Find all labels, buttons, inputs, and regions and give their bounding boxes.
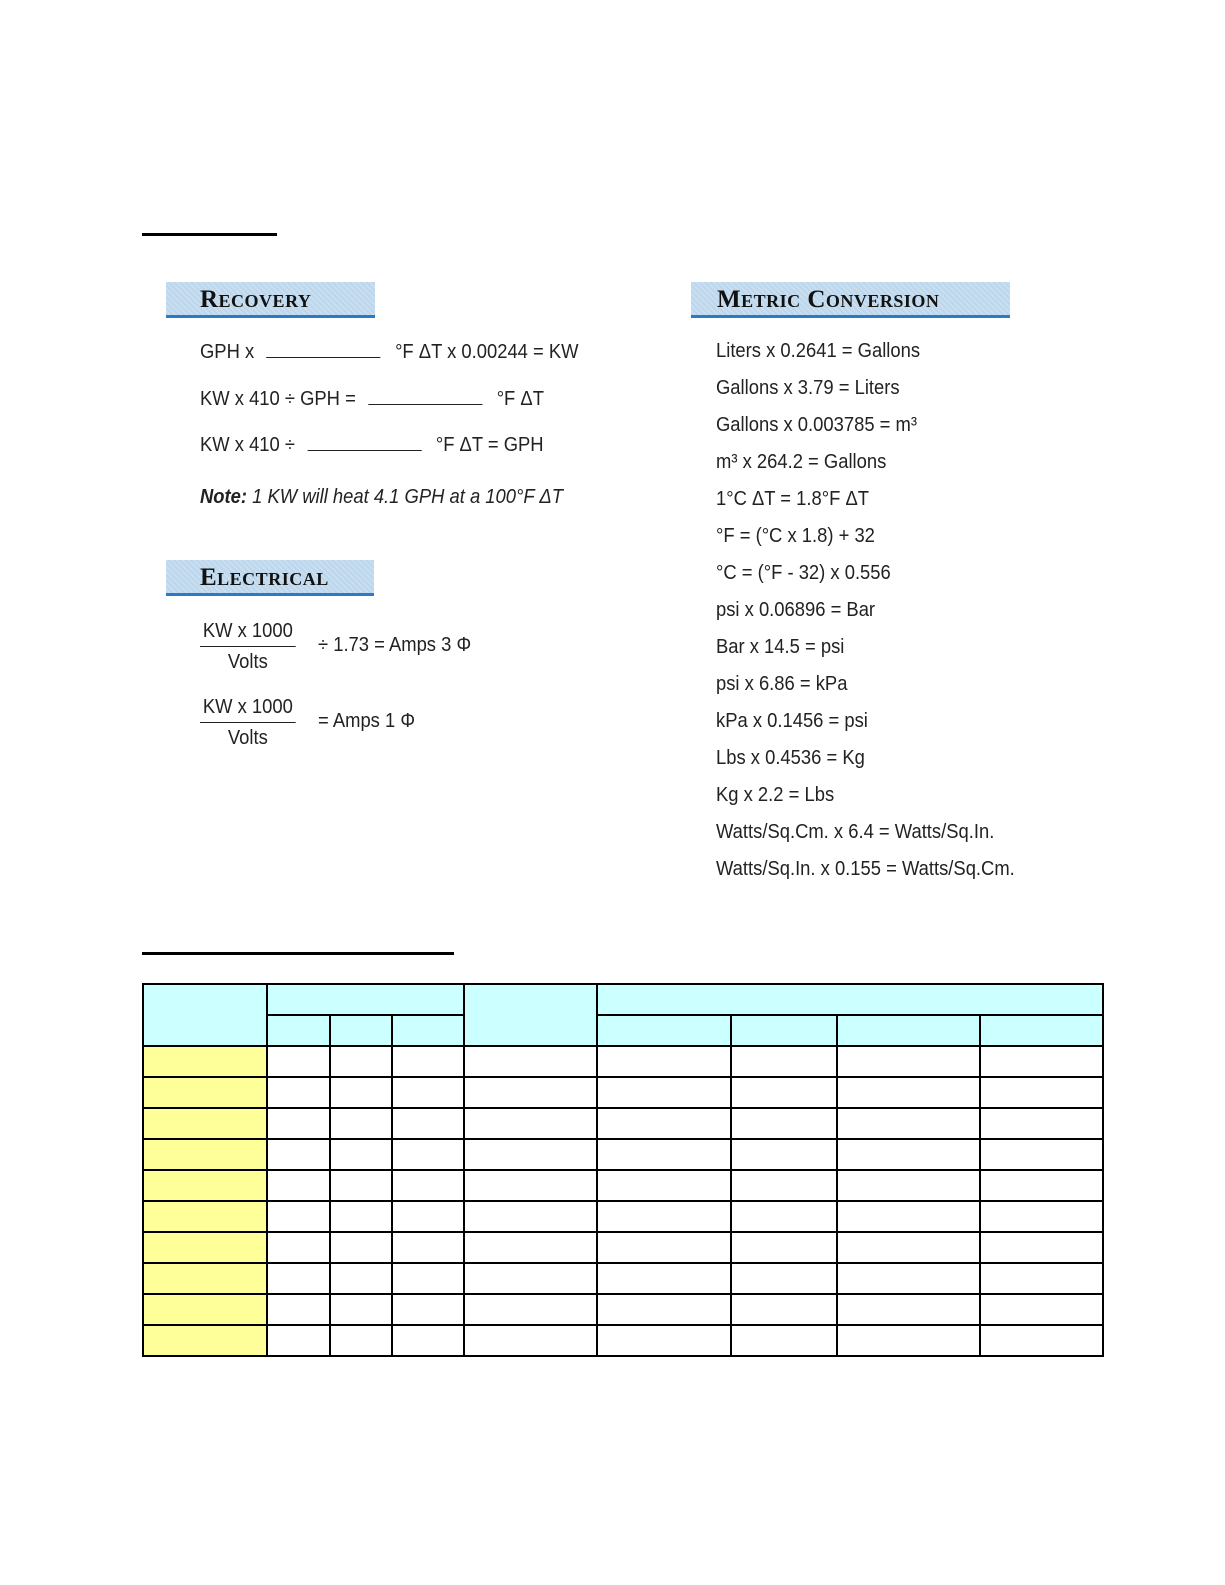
table-cell xyxy=(731,1139,837,1170)
table-cell xyxy=(980,1232,1103,1263)
subheader-cell xyxy=(837,1015,980,1046)
header-cell xyxy=(464,984,597,1046)
metric-line: °F = (°C x 1.8) + 32 xyxy=(716,525,875,547)
table-cell xyxy=(330,1139,392,1170)
table-cell xyxy=(267,1263,330,1294)
table-cell xyxy=(731,1325,837,1356)
table-row xyxy=(143,1108,1103,1139)
recovery-line-3: KW x 410 ÷ °F ΔT = GPH xyxy=(200,434,544,456)
table-cell xyxy=(464,1170,597,1201)
note-text: 1 KW will heat 4.1 GPH at a 100°F ΔT xyxy=(247,486,563,508)
table-cell xyxy=(597,1263,731,1294)
table-cell xyxy=(837,1201,980,1232)
electrical-title: Electrical xyxy=(200,564,329,591)
table-cell xyxy=(980,1077,1103,1108)
metric-line: Watts/Sq.In. x 0.155 = Watts/Sq.Cm. xyxy=(716,858,1015,880)
subheader-cell xyxy=(392,1015,464,1046)
table-row xyxy=(143,1046,1103,1077)
table-cell xyxy=(267,1294,330,1325)
recovery-line-1: GPH x °F ΔT x 0.00244 = KW xyxy=(200,341,579,363)
table-row xyxy=(143,1232,1103,1263)
table-cell xyxy=(980,1263,1103,1294)
row-label-cell xyxy=(143,1077,267,1108)
table-cell xyxy=(330,1108,392,1139)
metric-line: Watts/Sq.Cm. x 6.4 = Watts/Sq.In. xyxy=(716,821,995,843)
table-cell xyxy=(464,1201,597,1232)
row-label-cell xyxy=(143,1232,267,1263)
recovery-note xyxy=(200,486,563,509)
metric-line: Liters x 0.2641 = Gallons xyxy=(716,340,921,362)
table-row xyxy=(143,1201,1103,1232)
metric-line: Gallons x 3.79 = Liters xyxy=(716,377,900,399)
metric-line: psi x 0.06896 = Bar xyxy=(716,599,876,621)
table-row xyxy=(143,1263,1103,1294)
row-label-cell xyxy=(143,1201,267,1232)
table-cell xyxy=(837,1139,980,1170)
blank-line xyxy=(267,356,381,358)
header-cell xyxy=(597,984,1103,1015)
table-cell xyxy=(837,1294,980,1325)
header-cell xyxy=(267,984,464,1015)
subheader-cell xyxy=(330,1015,392,1046)
blank-line xyxy=(368,403,482,405)
table-row xyxy=(143,1139,1103,1170)
table-subheader-row xyxy=(143,1015,1103,1046)
table-cell xyxy=(837,1077,980,1108)
electrical-banner xyxy=(166,560,374,596)
electrical-fraction-1 xyxy=(200,620,296,674)
table-cell xyxy=(731,1263,837,1294)
recovery-title: Recovery xyxy=(200,286,312,313)
table-cell xyxy=(392,1325,464,1356)
note-label: Note: xyxy=(200,486,248,508)
table-cell xyxy=(837,1170,980,1201)
table-cell xyxy=(597,1294,731,1325)
table-cell xyxy=(392,1139,464,1170)
blank-line xyxy=(307,449,421,451)
recovery-line-2: KW x 410 ÷ GPH = °F ΔT xyxy=(200,388,544,410)
row-label-cell xyxy=(143,1046,267,1077)
electrical-fraction-2 xyxy=(200,696,296,750)
table-cell xyxy=(330,1046,392,1077)
table-cell xyxy=(464,1325,597,1356)
table-cell xyxy=(392,1170,464,1201)
table-cell xyxy=(267,1108,330,1139)
table-cell xyxy=(980,1139,1103,1170)
table-cell xyxy=(267,1139,330,1170)
table-row xyxy=(143,1170,1103,1201)
table-cell xyxy=(392,1108,464,1139)
fraction-numerator: KW x 1000 xyxy=(200,696,296,723)
table-cell xyxy=(267,1201,330,1232)
table-cell xyxy=(464,1232,597,1263)
table-cell xyxy=(597,1108,731,1139)
metric-line: Bar x 14.5 = psi xyxy=(716,636,845,658)
table-cell xyxy=(837,1232,980,1263)
metric-line: °C = (°F - 32) x 0.556 xyxy=(716,562,891,584)
table-row xyxy=(143,1325,1103,1356)
table-cell xyxy=(731,1294,837,1325)
subheader-cell xyxy=(980,1015,1103,1046)
table-row xyxy=(143,1077,1103,1108)
table-cell xyxy=(597,1325,731,1356)
table-cell xyxy=(464,1108,597,1139)
table-cell xyxy=(392,1263,464,1294)
metric-line: Gallons x 0.003785 = m³ xyxy=(716,414,917,436)
table-cell xyxy=(392,1077,464,1108)
table-cell xyxy=(330,1325,392,1356)
table-cell xyxy=(330,1294,392,1325)
table-cell xyxy=(597,1232,731,1263)
header-cell xyxy=(143,984,267,1046)
table-cell xyxy=(392,1201,464,1232)
table-cell xyxy=(267,1325,330,1356)
table-cell xyxy=(392,1232,464,1263)
table-cell xyxy=(980,1325,1103,1356)
table-row xyxy=(143,1294,1103,1325)
table-cell xyxy=(837,1263,980,1294)
fraction-numerator: KW x 1000 xyxy=(200,620,296,647)
table-cell xyxy=(980,1170,1103,1201)
row-label-cell xyxy=(143,1108,267,1139)
table-cell xyxy=(837,1046,980,1077)
table-cell xyxy=(731,1201,837,1232)
table-cell xyxy=(464,1077,597,1108)
metric-line: psi x 6.86 = kPa xyxy=(716,673,848,695)
metric-line: Kg x 2.2 = Lbs xyxy=(716,784,835,806)
table-cell xyxy=(330,1263,392,1294)
table-cell xyxy=(392,1046,464,1077)
metric-line: Lbs x 0.4536 = Kg xyxy=(716,747,865,769)
subheader-cell xyxy=(597,1015,731,1046)
table-cell xyxy=(464,1263,597,1294)
table-cell xyxy=(464,1139,597,1170)
table-cell xyxy=(267,1232,330,1263)
table-cell xyxy=(980,1201,1103,1232)
table-cell xyxy=(837,1325,980,1356)
electrical-result-1: ÷ 1.73 = Amps 3 Φ xyxy=(318,634,472,656)
table-cell xyxy=(330,1077,392,1108)
metric-banner xyxy=(691,282,1010,318)
metric-title: Metric Conversion xyxy=(717,286,940,313)
row-label-cell xyxy=(143,1139,267,1170)
table-cell xyxy=(464,1294,597,1325)
table-cell xyxy=(731,1046,837,1077)
row-label-cell xyxy=(143,1294,267,1325)
metric-line: m³ x 264.2 = Gallons xyxy=(716,451,887,473)
row-label-cell xyxy=(143,1170,267,1201)
table-cell xyxy=(597,1046,731,1077)
table-cell xyxy=(267,1077,330,1108)
metric-line: 1°C ΔT = 1.8°F ΔT xyxy=(716,488,869,510)
row-label-cell xyxy=(143,1325,267,1356)
fraction-denominator: Volts xyxy=(227,651,268,673)
table-cell xyxy=(980,1046,1103,1077)
table-cell xyxy=(731,1170,837,1201)
recovery-banner xyxy=(166,282,375,318)
table-cell xyxy=(980,1294,1103,1325)
row-label-cell xyxy=(143,1263,267,1294)
section-rule-top xyxy=(142,233,277,236)
table-cell xyxy=(731,1232,837,1263)
table-header-row xyxy=(143,984,1103,1015)
table-cell xyxy=(267,1170,330,1201)
table-cell xyxy=(330,1201,392,1232)
table-cell xyxy=(597,1201,731,1232)
table-cell xyxy=(980,1108,1103,1139)
metric-line: kPa x 0.1456 = psi xyxy=(716,710,868,732)
fraction-denominator: Volts xyxy=(227,727,268,749)
table-cell xyxy=(731,1108,837,1139)
subheader-cell xyxy=(267,1015,330,1046)
table-cell xyxy=(330,1232,392,1263)
electrical-result-2: = Amps 1 Φ xyxy=(318,710,416,732)
table-cell xyxy=(330,1170,392,1201)
table-cell xyxy=(597,1077,731,1108)
empty-data-table xyxy=(142,983,1104,1357)
table-cell xyxy=(731,1077,837,1108)
table-cell xyxy=(597,1139,731,1170)
table-cell xyxy=(597,1170,731,1201)
section-rule-table xyxy=(142,952,454,955)
table-cell xyxy=(392,1294,464,1325)
table-cell xyxy=(464,1046,597,1077)
subheader-cell xyxy=(731,1015,837,1046)
table-cell xyxy=(837,1108,980,1139)
table-cell xyxy=(267,1046,330,1077)
